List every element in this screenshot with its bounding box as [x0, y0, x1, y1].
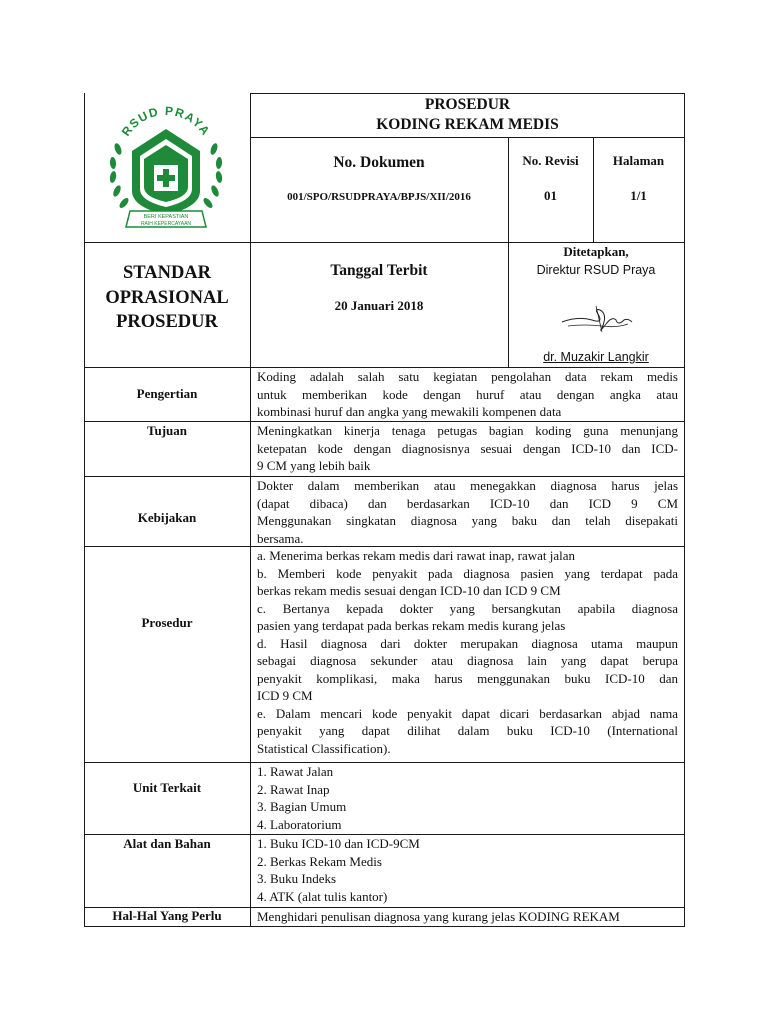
- list-item: 1. Buku ICD-10 dan ICD-9CM: [257, 836, 420, 851]
- column-divider: [250, 93, 251, 927]
- label-alat-bahan: Alat dan Bahan: [123, 836, 211, 851]
- page-label: Halaman: [612, 153, 665, 168]
- text-line: c. Bertanya kepada dokter yang bersangkutan apabila diagnosa: [257, 600, 678, 616]
- list-item: 4. ATK (alat tulis kantor): [257, 888, 388, 904]
- label-hal-hal: Hal-Hal Yang Perlu: [112, 908, 222, 923]
- hospital-logo-emblem: [104, 99, 228, 239]
- text-line: bersama.: [257, 530, 304, 546]
- text-line: (dapat dibaca) dan berdasarkan ICD-10 dan ICD 9 CM: [257, 495, 678, 511]
- text-line: berkas rekam medis sesuai dengan ICD-10 dan ICD 9 CM: [257, 583, 561, 598]
- content-prosedur: [257, 547, 678, 757]
- label-kebijakan: Kebijakan: [137, 510, 197, 525]
- approved-by: Direktur RSUD Praya: [536, 263, 656, 277]
- sop-line-2: OPRASIONAL: [105, 287, 229, 308]
- list-item: 2. Berkas Rekam Medis: [257, 853, 382, 869]
- signature-icon: [558, 300, 638, 340]
- list-item: 3. Buku Indeks: [257, 871, 337, 886]
- label-pengertian: Pengertian: [136, 386, 198, 401]
- text-line: e. Dalam mencari kode penyakit dapat dicari berdasarkan abjad nama: [257, 705, 678, 721]
- text-line: d. Hasil diagnosa dari dokter merupakan diagnosa utama maupun: [257, 635, 678, 651]
- title-divider: [250, 137, 685, 138]
- text-line: b. Memberi kode penyakit pada diagnosa pasien yang terdapat pada: [257, 565, 678, 581]
- text-line: ketepatan kode dengan diagnosisnya sesuai dengan ICD-10 dan ICD-: [257, 440, 678, 456]
- content-unit-terkait: [257, 763, 678, 833]
- text-line: Koding adalah salah satu kegiatan pengolahan data rekam medis: [257, 369, 678, 384]
- label-prosedur: Prosedur: [141, 615, 193, 630]
- issue-date-label: Tanggal Terbit: [330, 262, 428, 279]
- label-tujuan: Tujuan: [147, 423, 187, 438]
- text-line: kombinasi huruf dan angka yang mewakili kompenen data: [257, 404, 562, 419]
- list-item: 2. Rawat Inap: [257, 781, 330, 797]
- sop-title: [84, 261, 250, 335]
- content-alat-bahan: [257, 835, 678, 905]
- text-line: 9 CM yang lebih baik: [257, 458, 371, 473]
- text-line: sebagai diagnosa sekunder atau diagnosa lain yang dapat berupa: [257, 653, 678, 668]
- text-line: Dokter dalam memberikan atau menegakkan diagnosa harus jelas: [257, 478, 678, 493]
- svg-text:RSUD PRAYA: RSUD PRAYA: [118, 103, 214, 139]
- doc-no-label: No. Dokumen: [333, 154, 425, 171]
- list-item: 4. Laboratorium: [257, 816, 342, 832]
- content-kebijakan: [257, 477, 678, 547]
- content-hal-hal: [257, 908, 678, 926]
- text-line: Meningkatkan kinerja tenaga petugas bagian koding guna menunjang: [257, 423, 678, 438]
- list-item: 1. Rawat Jalan: [257, 764, 334, 779]
- header-divider: [84, 242, 685, 243]
- label-unit-terkait: Unit Terkait: [132, 780, 202, 795]
- text-line: ICD 9 CM: [257, 688, 313, 703]
- text-line: penyakit komplikasi, maka harus menggunakan buku ICD-10 dan: [257, 670, 678, 686]
- text-line: a. Menerima berkas rekam medis dari rawat inap, rawat jalan: [257, 548, 575, 563]
- svg-text:RAIH KEPERCAYAAN: RAIH KEPERCAYAAN: [140, 221, 192, 227]
- text-line: untuk memberikan kode dengan huruf atau dengan angka atau: [257, 386, 678, 402]
- issue-date-value: 20 Januari 2018: [334, 298, 424, 313]
- table-border-right: [684, 93, 685, 927]
- hospital-logo: [104, 99, 228, 239]
- title-line-2: KODING REKAM MEDIS: [376, 116, 559, 133]
- text-line: Statistical Classification).: [257, 740, 391, 756]
- content-tujuan: [257, 422, 678, 475]
- document-title: [250, 95, 685, 135]
- approval-column-divider: [508, 242, 509, 367]
- table-bottom: [84, 926, 685, 927]
- revision-value: 01: [544, 188, 557, 203]
- title-line-1: PROSEDUR: [424, 96, 511, 113]
- text-line: penyakit yang dapat dilihat dalam buku ICD-10 (International: [257, 723, 678, 738]
- text-line: Menghidari penulisan diagnosa yang kurang jelas KODING REKAM: [257, 909, 620, 924]
- approved-label: Ditetapkan,: [563, 244, 629, 259]
- sop-line-3: PROSEDUR: [116, 312, 218, 332]
- doc-no-value: 001/SPO/RSUDPRAYA/BPJS/XII/2016: [287, 191, 471, 203]
- signatory-name: dr. Muzakir Langkir: [543, 350, 649, 364]
- sop-line-1: STANDAR: [122, 263, 212, 283]
- top-border: [250, 93, 685, 94]
- list-item: 3. Bagian Umum: [257, 799, 347, 814]
- text-line: pasien yang terdapat pada berkas rekam medis kurang jelas: [257, 618, 566, 633]
- content-pengertian: [257, 368, 678, 421]
- page-value: 1/1: [630, 188, 647, 203]
- revision-label: No. Revisi: [522, 153, 579, 168]
- text-line: Menggunakan singkatan diagnosa yang baku dan telah disepakati: [257, 513, 678, 528]
- svg-text:BERI KEPASTIAN: BERI KEPASTIAN: [143, 214, 189, 220]
